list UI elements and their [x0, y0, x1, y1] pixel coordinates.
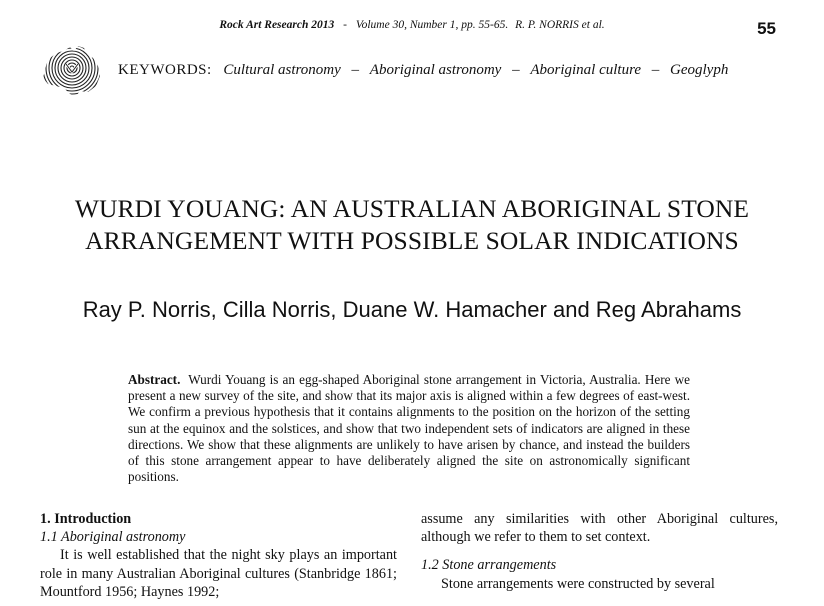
journal-year: 2013 [311, 19, 335, 31]
keyword-item: Aboriginal culture [530, 62, 642, 78]
body-paragraph: Stone arrangements were constructed by several [441, 575, 715, 592]
title-line: ARRANGEMENT WITH POSSIBLE SOLAR INDICATIONS [85, 226, 739, 255]
header-separator: - [343, 19, 347, 31]
section-heading: 1. Introduction [40, 511, 132, 527]
keywords-line [118, 62, 728, 79]
keyword-item: Aboriginal astronomy [369, 62, 502, 78]
page-number: 55 [757, 19, 776, 38]
keyword-item: Geoglyph [670, 62, 729, 78]
keyword-separator: – [651, 62, 660, 78]
subsection-heading: 1.1 Aboriginal astronomy [40, 529, 186, 546]
author-list: Ray P. Norris, Cilla Norris, Duane W. Hamacher and Reg Abrahams [82, 297, 742, 322]
paper-title [0, 193, 824, 257]
abstract-label: Abstract. [128, 372, 181, 387]
abstract-text: Wurdi Youang is an egg-shaped Aboriginal stone arrangement in Victoria, Australia. Here we present a new survey of the site, and show that its major axis is aligned within a few degrees of east-west. We confirm a previous hypothesis that it contains alignments to the position on the horizon of the setting sun at the equinox and the solstices, and show that two independent sets of indicators are aligned in these directions. We show that these alignments are unlikely to have arisen by chance, and instead the builders of this stone arrangement appear to have deliberately aligned the site on astronomically significant positions. [128, 372, 690, 485]
title-line: WURDI YOUANG: AN AUSTRALIAN ABORIGINAL STONE [74, 194, 750, 223]
abstract [128, 372, 690, 485]
keyword-separator: – [351, 62, 360, 78]
australia-fingerprint-logo-icon [40, 44, 102, 100]
body-paragraph: It is well established that the night sky plays an important role in many Australian Aboriginal cultures (Stanbridge 1861; Mountford 1956; Haynes 1992; [40, 547, 397, 600]
running-header [0, 19, 824, 31]
header-authors: R. P. NORRIS et al. [515, 19, 605, 31]
keyword-item: Cultural astronomy [223, 62, 341, 78]
subsection-heading: 1.2 Stone arrangements [421, 557, 557, 574]
journal-volume: Volume 30, Number 1, pp. 55-65. [355, 19, 509, 31]
body-column-left [40, 510, 397, 601]
body-column-right [421, 510, 778, 593]
keyword-separator: – [512, 62, 520, 78]
keywords-label: KEYWORDS: [118, 62, 212, 78]
journal-name: Rock Art Research [219, 19, 309, 31]
body-paragraph: assume any similarities with other Aboriginal cultures, although we refer to them to set context. [421, 511, 778, 546]
